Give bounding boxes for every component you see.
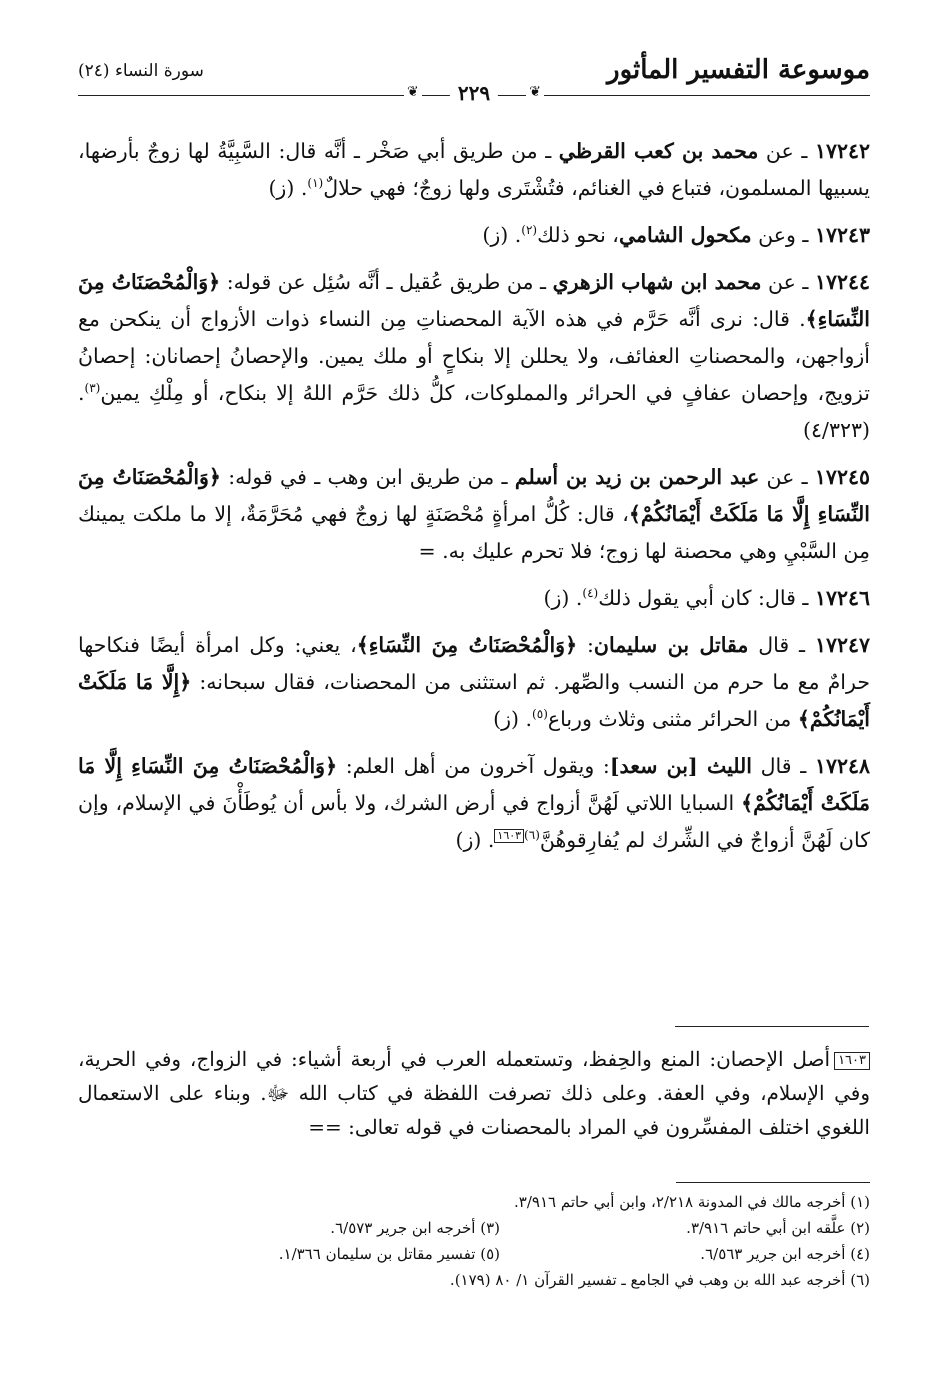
entry-text: . قال: نرى أنَّه حَرَّم في هذه الآية المحصناتِ مِن النساء ذوات الأزواج أن ينكحن مع أزواجهن، والمحصناتِ العفائف، ولا يحللن إلا بنكاحٍ أو ملك يمين. والإحصانُ إحصانان: إحصانُ تزويج، وإحصان عفافٍ في الحرائر والمملوكات، كلُّ ذلك حَرَّم اللهُ إلا بنكاح، أو مِلْكِ يمين <box>78 307 870 405</box>
page-number: ٢٢٩ <box>450 81 498 105</box>
quran-quote: ﴿وَالْمُحْصَنَاتُ مِنَ النِّسَاءِ إِلَّا مَا مَلَكَتْ أَيْمَانُكُمْ﴾ <box>78 754 870 815</box>
footnote-row <box>78 1267 870 1293</box>
entry-tail: . (ز) <box>268 176 308 200</box>
entry-text: من الحرائر مثنى وثلاث ورباع <box>547 707 798 731</box>
entry-text: ـ من طريق عُقيل ـ أنَّه سُئِل عن قوله: <box>220 270 553 294</box>
entry-tail: . (ز) <box>455 828 495 852</box>
entry-text: : <box>577 633 594 657</box>
footnote-ref[interactable]: (٦) <box>524 828 540 843</box>
entry-text: ـ من طريق أبي صَخْر ـ أنَّه قال: السَّبِيَّةُ لها زوجٌ بأرضها، يسبيها المسلمون، فتباع في الغنائم، فتُشْتَرى ولها زوجٌ؛ فهي حلالٌ <box>78 139 870 200</box>
entry-17243 <box>78 217 870 254</box>
footnote-2: (٢) علَّقه ابن أبي حاتم ٣/٩١٦. <box>686 1219 870 1237</box>
narrator-name: محمد ابن شهاب الزهري <box>552 270 762 294</box>
narrator-name: مكحول الشامي <box>618 223 752 247</box>
quran-quote: ﴿وَالْمُحْصَنَاتُ مِنَ النِّسَاءِ إِلَّا مَا مَلَكَتْ أَيْمَانُكُمْ﴾ <box>78 465 870 526</box>
entry-number: ١٧٢٤٨ <box>814 754 870 778</box>
entry-17245 <box>78 459 870 570</box>
entry-tail: . (ز) <box>482 223 522 247</box>
entry-text: ـ قال: كان أبي يقول ذلك <box>598 586 815 610</box>
entry-text: ـ عن <box>759 465 815 489</box>
entry-number: ١٧٢٤٣ <box>814 223 870 247</box>
entry-text: : ويقول آخرون من أهل العلم: <box>337 754 610 778</box>
narrator-name: محمد بن كعب القرظي <box>558 139 759 163</box>
commentary <box>78 1042 870 1144</box>
footnote-6: (٦) أخرجه عبد الله بن وهب في الجامع ـ تفسير القرآن ١/ ٨٠ (١٧٩). <box>449 1271 870 1289</box>
entry-text: ـ عن <box>758 139 815 163</box>
entry-text: ـ قال <box>752 754 815 778</box>
footnote-row <box>78 1215 870 1241</box>
entry-text: ، يعني: وكل امرأة أيضًا فنكاحها حرامٌ مع ما حرم من النسب والصِّهر. ثم استثنى من المحصنات، فقال سبحانه: <box>78 633 870 694</box>
entry-number: ١٧٢٤٢ <box>814 139 870 163</box>
main-text <box>78 133 870 869</box>
footnote-ref[interactable]: (٢) <box>521 223 538 238</box>
entry-number: ١٧٢٤٧ <box>814 633 871 657</box>
narrator-name: الليث [بن سعد] <box>609 754 752 778</box>
entry-text: ـ وعن <box>751 223 815 247</box>
quran-quote: ﴿وَالْمُحْصَنَاتُ مِنَ النِّسَاءِ﴾ <box>78 270 870 331</box>
surah-title: سورة النساء (٢٤) <box>78 61 204 81</box>
entry-17242 <box>78 133 870 207</box>
entry-17248 <box>78 748 870 859</box>
entry-text: ـ من طريق ابن وهب ـ في قوله: <box>220 465 515 489</box>
quran-quote: ﴿وَالْمُحْصَنَاتُ مِنَ النِّسَاءِ﴾ <box>356 633 578 657</box>
commentary-divider <box>675 1026 869 1027</box>
entry-tail: . (ز) <box>543 586 583 610</box>
narrator-name: عبد الرحمن بن زيد بن أسلم <box>514 465 760 489</box>
entry-tail: . (ز) <box>493 707 533 731</box>
entry-text: ، قال: كُلُّ امرأةٍ مُحْصَنَةٍ لها زوجٌ فهي مُحَرَّمَةٌ، إلا ما ملكت يمينك مِن السَّبْيِ وهي محصنة لها زوج؛ فلا تحرم عليك به. = <box>78 502 870 563</box>
footnote-ref[interactable]: (٣) <box>84 381 101 396</box>
quran-quote: ﴿إِلَّا مَا مَلَكَتْ أَيْمَانُكُمْ﴾ <box>78 670 870 731</box>
entry-tail: . (٤/٣٢٣) <box>78 381 870 442</box>
entry-text: السبايا اللاتي لَهُنَّ أزواج في أرض الشرك، ولا بأس أن يُوطَأْنَ في الإسلام، وإن كان لَهُنَّ أزواجٌ في الشِّرك لم يُفارِقوهُنَّ <box>78 791 870 852</box>
footnote-5: (٥) تفسير مقاتل بن سليمان ١/٣٦٦. <box>278 1245 500 1263</box>
entry-17246 <box>78 580 870 617</box>
footnote-1: (١) أخرجه مالك في المدونة ٢/٢١٨، وابن أبي حاتم ٣/٩١٦. <box>514 1193 870 1211</box>
footnote-4: (٤) أخرجه ابن جرير ٦/٥٦٣. <box>700 1245 870 1263</box>
entry-text: ، نحو ذلك <box>537 223 619 247</box>
commentary-number: ١٦٠٣ <box>834 1052 870 1070</box>
ornament-icon: ❦ <box>404 85 422 99</box>
book-title: موسوعة التفسير المأثور <box>607 55 870 85</box>
entry-text: ـ عن <box>761 270 815 294</box>
footnote-row <box>78 1241 870 1267</box>
footnote-row <box>78 1189 870 1215</box>
footnotes <box>78 1189 870 1293</box>
page-header <box>78 55 870 105</box>
footnote-ref[interactable]: (٥) <box>532 707 548 722</box>
narrator-name: مقاتل بن سليمان <box>593 633 749 657</box>
entry-17244 <box>78 264 870 449</box>
entry-17247 <box>78 627 870 738</box>
commentary-ref[interactable]: ١٦٠٣ <box>494 829 524 843</box>
footnote-3: (٣) أخرجه ابن جرير ٦/٥٧٣. <box>330 1219 500 1237</box>
entry-text: ـ قال <box>748 633 815 657</box>
footnotes-divider <box>676 1182 870 1183</box>
entry-number: ١٧٢٤٤ <box>814 270 871 294</box>
commentary-text: أصل الإحصان: المنع والحِفظ، وتستعمله العرب في أربعة أشياء: في الزواج، وفي الحرية، وفي الإسلام، وفي العفة. وعلى ذلك تصرفت اللفظة في كتاب الله ﷻ. وبناء على الاستعمال اللغوي اختلف المفسِّرون في المراد بالمحصنات في قوله تعالى: == <box>78 1047 870 1139</box>
entry-number: ١٧٢٤٥ <box>814 465 870 489</box>
footnote-ref[interactable]: (٤) <box>582 586 599 601</box>
ornament-icon: ❦ <box>526 85 544 99</box>
entry-number: ١٧٢٤٦ <box>814 586 870 610</box>
footnote-ref[interactable]: (١) <box>307 176 324 191</box>
